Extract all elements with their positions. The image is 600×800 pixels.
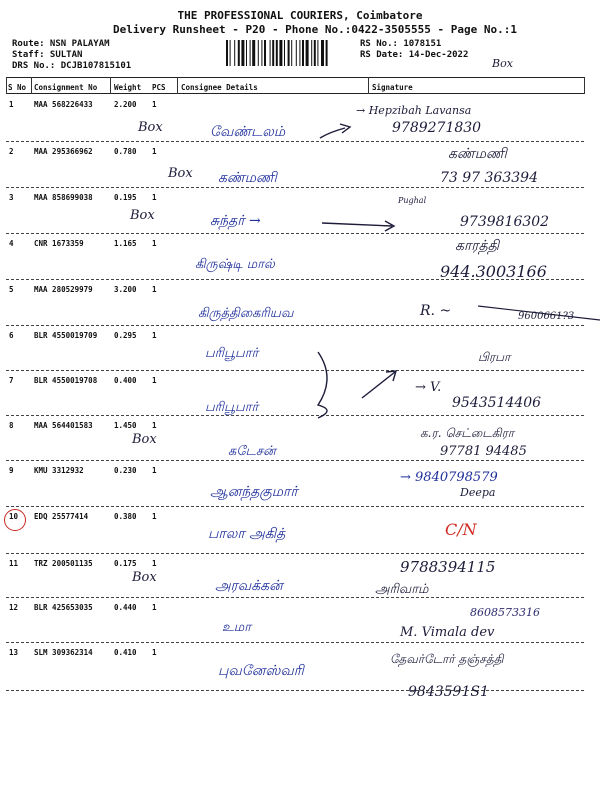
row-consignee-handwritten: கண்மணி (218, 170, 277, 186)
col-divider (177, 77, 178, 94)
red-circle-mark (4, 509, 26, 531)
row-consignment-no: BLR 4550019708 (34, 376, 98, 385)
row-pcs: 1 (152, 147, 157, 156)
row-consignee-handwritten: வேண்டலம் (210, 124, 286, 140)
barcode-bar (261, 40, 262, 66)
header-top-rule (6, 77, 584, 78)
row-divider (6, 279, 584, 280)
barcode-bar (276, 40, 278, 66)
row-consignment-no: SLM 309362314 (34, 648, 93, 657)
barcode-bar (314, 40, 316, 66)
col-divider (6, 77, 7, 94)
row-consignment-no: KMU 3312932 (34, 466, 84, 475)
row-signature-phone: 9543514406 (452, 395, 542, 411)
row-signature-handwritten: க.ர. செட்டைகிரா (420, 426, 515, 440)
barcode-bar (311, 40, 312, 66)
col-header-weight: Weight (114, 83, 142, 92)
row-sno: 8 (9, 421, 14, 430)
row-signature-phone: 9789271830 (392, 120, 482, 136)
barcode-bar (270, 40, 271, 66)
row-sno: 11 (9, 559, 19, 568)
row-signature-handwritten: 9788394115 (400, 558, 496, 576)
row-weight: 2.200 (114, 100, 137, 109)
row-consignment-no: CNR 1673359 (34, 239, 84, 248)
row-box-note: Box (132, 570, 157, 585)
col-divider (110, 77, 111, 94)
barcode-bar (252, 40, 255, 66)
barcode-bar (264, 40, 266, 66)
row-signature-phone: 73 97 363394 (440, 170, 538, 186)
row-consignee-handwritten: பாலா அகித் (208, 526, 286, 542)
row-consignee-handwritten: பரிபூபார் (205, 346, 259, 361)
row-signature-handwritten: கண்மணி (448, 146, 507, 162)
row-sno: 2 (9, 147, 14, 156)
row-consignment-no: MAA 564401583 (34, 421, 93, 430)
row-divider (6, 460, 584, 461)
col-header-pcs: PCS (152, 83, 166, 92)
row-weight: 0.400 (114, 376, 137, 385)
row-sno: 9 (9, 466, 14, 475)
row-signature-phone: 9843591S1 (408, 684, 489, 700)
row-sno: 3 (9, 193, 14, 202)
barcode-bar (246, 40, 247, 66)
barcode-bar (317, 40, 318, 66)
row-sno: 12 (9, 603, 19, 612)
row-sno: 1 (9, 100, 14, 109)
col-header-consignment: Consignment No (34, 83, 98, 92)
row-consignee-handwritten: கடேசன் (228, 444, 276, 459)
row-weight: 0.230 (114, 466, 137, 475)
runsheet-title: Delivery Runsheet - P20 - Phone No.:0422-3505555 - Page No.:1 (113, 23, 517, 36)
row-consignment-no: TRZ 200501135 (34, 559, 93, 568)
col-header-signature: Signature (372, 83, 413, 92)
row-sno: 4 (9, 239, 14, 248)
barcode-bar (299, 40, 300, 66)
row-divider (6, 690, 584, 691)
row-consignment-no: MAA 568226433 (34, 100, 93, 109)
barcode-bar (291, 40, 292, 66)
row-consignee-handwritten: பரிபூபார் (205, 400, 259, 415)
barcode-bar (302, 40, 304, 66)
row-pcs: 1 (152, 512, 157, 521)
barcode-bar (234, 40, 235, 66)
row-weight: 0.410 (114, 648, 137, 657)
col-divider (584, 77, 585, 94)
barcode-bar (238, 40, 240, 66)
row-pcs: 1 (152, 331, 157, 340)
row-weight: 0.380 (114, 512, 137, 521)
row-signature-phone: Deepa (460, 486, 496, 499)
row-consignee-handwritten: கிருஷ்டி மால் (195, 257, 275, 272)
barcode-bar (306, 40, 309, 66)
header-bottom-rule (6, 93, 584, 94)
barcode-bar (321, 40, 324, 66)
row-pcs: 1 (152, 285, 157, 294)
row-divider (6, 597, 584, 598)
row-pcs: 1 (152, 376, 157, 385)
drs-number: DRS No.: DCJB107815101 (12, 61, 132, 71)
row-consignee-handwritten: ஆனந்தகுமார் (210, 484, 298, 500)
row-sno: 10 (9, 512, 19, 521)
row-pcs: 1 (152, 466, 157, 475)
row-signature-handwritten: 8608573316 (470, 606, 540, 619)
row-sno: 7 (9, 376, 14, 385)
barcode-bar (226, 40, 228, 66)
row-consignment-no: MAA 858699038 (34, 193, 93, 202)
row-consignment-no: EDQ 25577414 (34, 512, 89, 521)
row-consignee-handwritten: கிருத்திகைரியவ (198, 306, 294, 321)
row-box-note: Box (130, 208, 155, 223)
row-pcs: 1 (152, 421, 157, 430)
row-signature-phone: 9600661?3 (518, 311, 575, 322)
barcode-bar (241, 40, 244, 66)
row-divider (6, 141, 584, 142)
row-signature-handwritten: காரத்தி (455, 238, 500, 254)
barcode-bar (250, 40, 251, 66)
rs-number: RS No.: 1078151 (360, 39, 442, 49)
row-signature-handwritten: → V. (415, 380, 442, 395)
company-title: THE PROFESSIONAL COURIERS, Coimbatore (177, 9, 423, 22)
row-signature-handwritten: R. ~ (420, 303, 452, 319)
row-box-note: Box (138, 120, 163, 135)
row-divider (6, 415, 584, 416)
row-pcs: 1 (152, 100, 157, 109)
row-pcs: 1 (152, 239, 157, 248)
row-signature-handwritten: → 9840798579 (400, 470, 498, 485)
col-header-sno: S No (8, 83, 27, 92)
col-header-consignee: Consignee Details (181, 83, 258, 92)
row-pcs: 1 (152, 603, 157, 612)
row-weight: 0.295 (114, 331, 137, 340)
row-consignee-handwritten: புவனேஸ்வரி (218, 663, 304, 679)
row-box-note: Box (132, 432, 157, 447)
col-divider (31, 77, 32, 94)
row-consignee-handwritten: அரவக்கன் (215, 578, 283, 594)
row-consignment-no: BLR 425653035 (34, 603, 93, 612)
row-divider (6, 370, 584, 371)
barcode-bar (284, 40, 285, 66)
barcode-bar (258, 40, 259, 66)
row-signature-handwritten: பிரபா (478, 350, 511, 364)
row-divider (6, 553, 584, 554)
row-consignment-no: MAA 295366962 (34, 147, 93, 156)
row-weight: 1.165 (114, 239, 137, 248)
row-consignment-no: BLR 4550019709 (34, 331, 98, 340)
route-label: Route: NSN PALAYAM (12, 39, 110, 49)
col-divider (368, 77, 369, 94)
row-weight: 0.780 (114, 147, 137, 156)
row-pcs: 1 (152, 559, 157, 568)
rs-date: RS Date: 14-Dec-2022 (360, 50, 469, 60)
barcode-bar (272, 40, 274, 66)
row-sno: 13 (9, 648, 19, 657)
barcode-bar (288, 40, 290, 66)
row-divider (6, 642, 584, 643)
row-consignee-handwritten: சுந்தர் → (210, 213, 261, 229)
row-signature-handwritten: Pughal (398, 196, 427, 205)
row-weight: 0.440 (114, 603, 137, 612)
row-signature-phone: 97781 94485 (440, 444, 527, 459)
row-divider (6, 187, 584, 188)
barcode-image (226, 40, 350, 66)
row-sno: 6 (9, 331, 14, 340)
row-weight: 0.195 (114, 193, 137, 202)
row-pcs: 1 (152, 648, 157, 657)
barcode-bar (296, 40, 297, 66)
row-signature-handwritten: தேவர்டோர் தஞ்சத்தி (390, 652, 504, 666)
staff-label: Staff: SULTAN (12, 50, 83, 60)
row-weight: 0.175 (114, 559, 137, 568)
barcode-bar (279, 40, 282, 66)
row-signature-phone: M. Vimala dev (400, 625, 495, 640)
row-consignee-handwritten: உமா (222, 620, 252, 635)
row-signature-phone: 944.3003166 (440, 262, 547, 281)
row-signature-phone: 9739816302 (460, 214, 550, 230)
barcode-bar (326, 40, 328, 66)
row-consignment-no: MAA 280529979 (34, 285, 93, 294)
row-divider (6, 325, 584, 326)
row-divider (6, 506, 584, 507)
row-pcs: 1 (152, 193, 157, 202)
row-box-note: Box (168, 166, 193, 181)
row-sno: 5 (9, 285, 14, 294)
row-signature-handwritten: C/N (445, 520, 477, 539)
row-signature-phone: அரிவாம் (375, 582, 429, 597)
row-signature-handwritten: → Hepzibah Lavansa (356, 104, 472, 117)
corner-box-note: Box (492, 57, 513, 70)
row-divider (6, 233, 584, 234)
row-weight: 3.200 (114, 285, 137, 294)
row-weight: 1.450 (114, 421, 137, 430)
barcode-bar (230, 40, 231, 66)
